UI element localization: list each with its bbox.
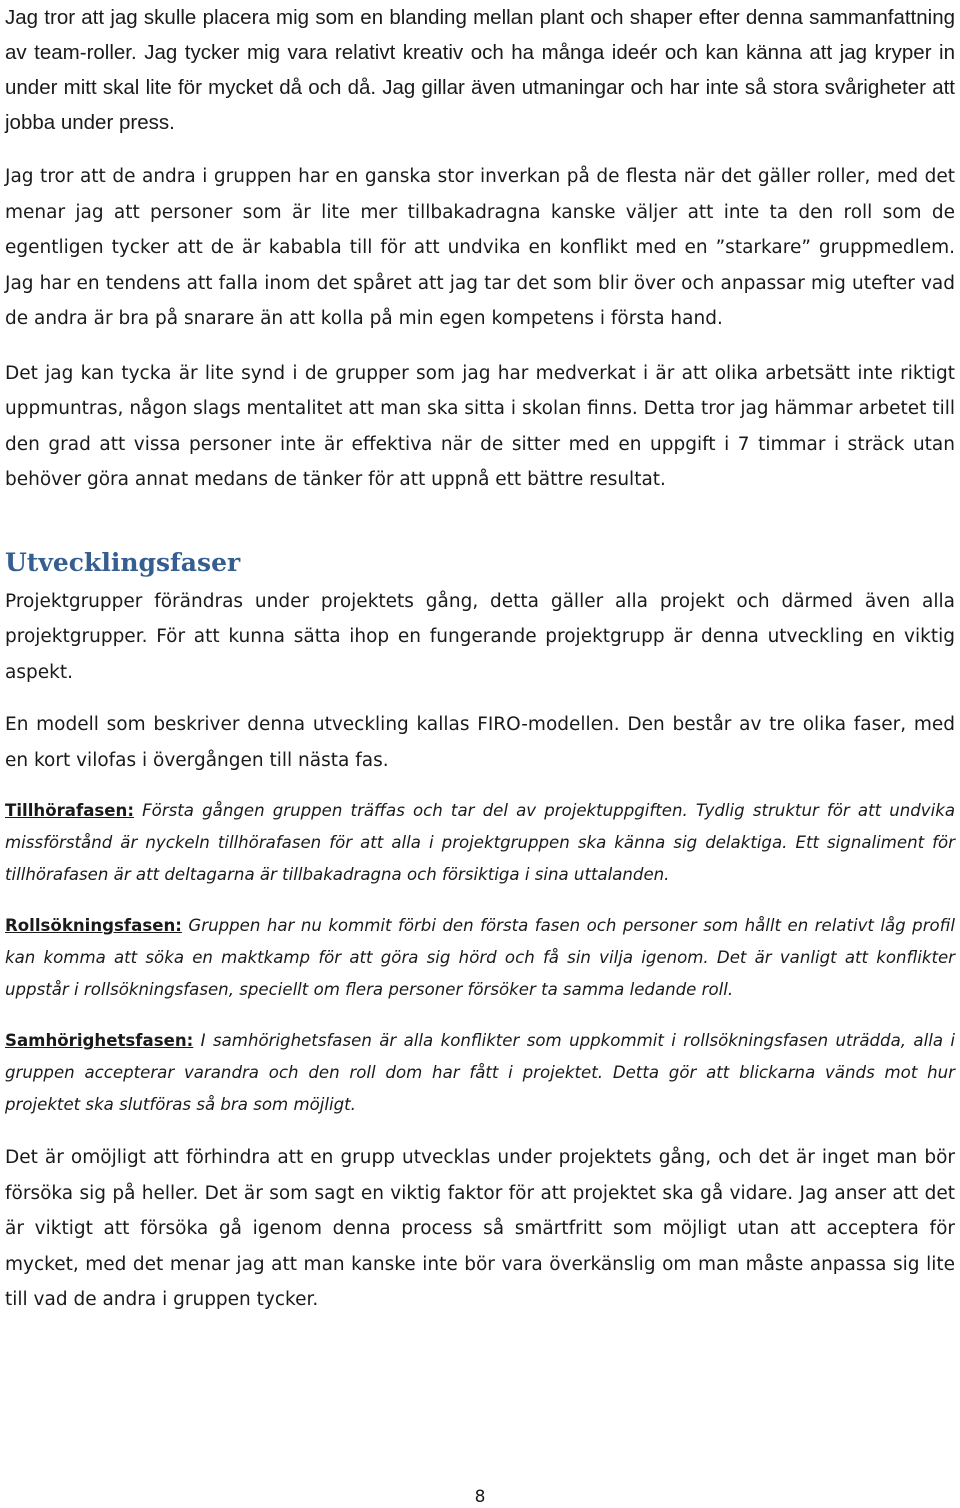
- paragraph-firo-model: En modell som beskriver denna utveckling kallas FIRO-modellen. Den består av tre olika faser, med en kort vilofas i övergången till nästa fas.: [5, 714, 955, 771]
- document-page: [5, 0, 955, 1318]
- phase-text-role-seeking: Gruppen har nu kommit förbi den första fasen och personer som hållt en relativt låg profil kan komma att söka en maktkamp för att göra sig hörd och få sin vilja igenom. Det är vanligt att konflikter uppstår i rollsökningsfasen, speciellt om flera personer försöker ta samma ledande roll.: [5, 916, 955, 999]
- paragraph-team-roles: Jag tror att jag skulle placera mig som en blanding mellan plant och shaper efter denna sammanfattning av team-roller. Jag tycker mig vara relativt kreativ och ha många ideér och kan känna att jag kryper in under mitt skal lite för mycket då och då. Jag gillar även utmaningar och har inte så stora svårigheter att jobba under press.: [5, 6, 955, 134]
- section-heading: Utvecklingsfaser: [5, 547, 241, 577]
- paragraph-phase-role-seeking: [5, 910, 955, 1006]
- paragraph-group-influence: Jag tror att de andra i gruppen har en ganska stor inverkan på de flesta när det gäller roller, med det menar jag att personer som är lite mer tillbakadragna kanske väljer att inte ta den roll som de egentligen tycker att de är kababla till för att undvika en konflikt med en ”starkare” gruppmedlem. Jag har en tendens att falla inom det spåret att jag tar det som blir över och anpassar mig utefter vad de andra är bra på snarare än att kolla på min egen kompetens i första hand.: [5, 166, 955, 329]
- paragraph-conclusion: Det är omöjligt att förhindra att en grupp utvecklas under projektets gång, och det är inget man bör försöka sig på heller. Det är som sagt en viktig faktor för att projektet ska gå vidare. Jag anser att det är viktigt att försöka gå igenom denna process så smärtfritt som möjligt utan att acceptera för mycket, med det menar jag att man kanske inte bör vara överkänslig om man måste anpassa sig lite till vad de andra i gruppen tycker.: [5, 1147, 955, 1310]
- phase-text-belonging: Första gången gruppen träffas och tar del av projektuppgiften. Tydlig struktur för att undvika missförstånd är nyckeln tillhörafasen för att alla i projektgruppen ska känna sig delaktiga. Ett signaliment för tillhörafasen är att deltagarna är tillbakadragna och försiktiga i sina uttalanden.: [5, 801, 955, 884]
- phase-label-role-seeking: Rollsökningsfasen:: [5, 916, 182, 935]
- paragraph-phase-belonging: [5, 795, 955, 891]
- phase-text-cohesion: I samhörighetsfasen är alla konflikter som uppkommit i rollsökningsfasen uträdda, alla i gruppen accepterar varandra och den roll dom har fått i projektet. Detta gör att blickarna vänds mot hur projektet ska slutföras så bra som möjligt.: [5, 1031, 955, 1114]
- paragraph-work-methods: Det jag kan tycka är lite synd i de grupper som jag har medverkat i är att olika arbetsätt inte riktigt uppmuntras, någon slags mentalitet att man ska sitta i skolan finns. Detta tror jag hämmar arbetet till den grad att vissa personer inte är effektiva när de sitter med en uppgift i 7 timmar i sträck utan behöver göra annat medans de tänker för att uppnå ett bättre resultat.: [5, 362, 955, 490]
- paragraph-phase-cohesion: [5, 1025, 955, 1121]
- paragraph-project-groups: Projektgrupper förändras under projektets gång, detta gäller alla projekt och därmed även alla projektgrupper. För att kunna sätta ihop en fungerande projektgrupp är denna utveckling en viktig aspekt.: [5, 590, 955, 683]
- page-number: 8: [474, 1487, 486, 1507]
- phase-label-belonging: Tillhörafasen:: [5, 801, 134, 820]
- phase-label-cohesion: Samhörighetsfasen:: [5, 1031, 194, 1050]
